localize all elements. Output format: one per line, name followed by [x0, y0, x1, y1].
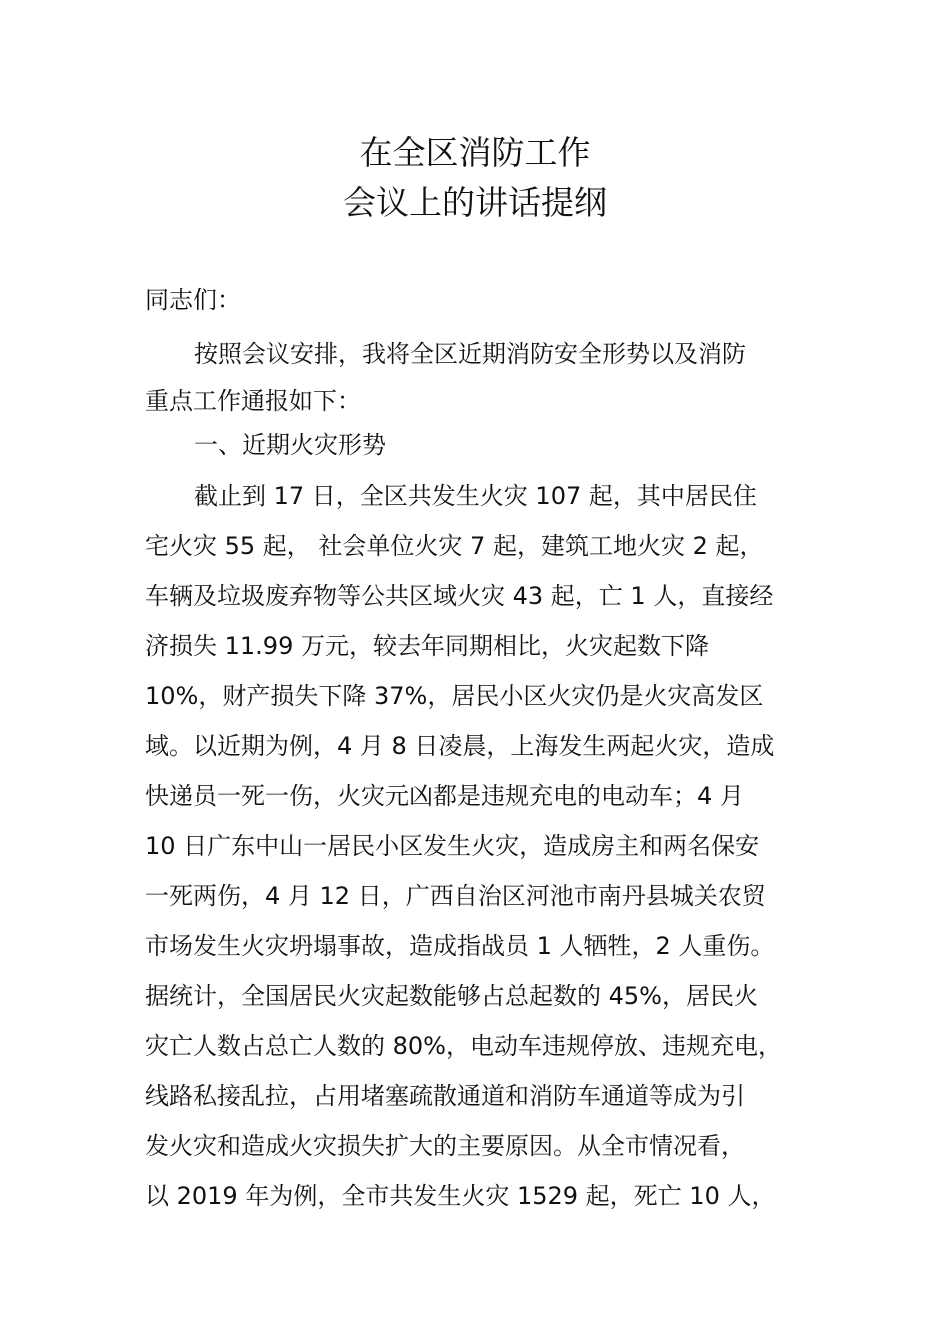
body-line-10: 市场发生火灾坍塌事故，造成指战员 1 人牺牲，2 人重伤。 [145, 932, 775, 960]
body-line-4: 济损失 11.99 万元，较去年同期相比，火灾起数下降 [145, 632, 709, 660]
body-line-11: 据统计，全国居民火灾起数能够占总起数的 45%，居民火 [145, 982, 758, 1010]
section-heading: 一、近期火灾形势 [194, 431, 386, 459]
body-line-1: 截止到 17 日，全区共发生火灾 107 起，其中居民住 [194, 482, 757, 510]
document-title [0, 128, 950, 228]
salutation: 同志们： [145, 286, 241, 314]
body-line-12: 灾亡人数占总亡人数的 80%，电动车违规停放、违规充电， [145, 1032, 782, 1060]
body-line-3: 车辆及垃圾废弃物等公共区域火灾 43 起，亡 1 人，直接经 [145, 582, 774, 610]
title-line-2: 会议上的讲话提纲 [343, 183, 607, 222]
body-line-5: 10%，财产损失下降 37%，居民小区火灾仍是火灾高发区 [145, 682, 764, 710]
body-line-2: 宅火灾 55 起， 社会单位火灾 7 起，建筑工地火灾 2 起， [145, 532, 764, 560]
body-line-9: 一死两伤，4 月 12 日，广西自治区河池市南丹县城关农贸 [145, 882, 766, 910]
body-line-15: 以 2019 年为例，全市共发生火灾 1529 起，死亡 10 人， [145, 1182, 776, 1210]
body-line-7: 快递员一死一伤，火灾元凶都是违规充电的电动车；4 月 [145, 782, 744, 810]
title-line-1: 在全区消防工作 [359, 133, 591, 172]
intro-line-2: 重点工作通报如下： [145, 387, 361, 415]
intro-line-1: 按照会议安排，我将全区近期消防安全形势以及消防 [194, 340, 746, 368]
body-line-8: 10 日广东中山一居民小区发生火灾，造成房主和两名保安 [145, 832, 760, 860]
body-line-13: 线路私接乱拉，占用堵塞疏散通道和消防车通道等成为引 [145, 1082, 745, 1110]
body-line-14: 发火灾和造成火灾损失扩大的主要原因。从全市情况看， [145, 1132, 745, 1160]
body-line-6: 域。以近期为例，4 月 8 日凌晨，上海发生两起火灾，造成 [145, 732, 775, 760]
